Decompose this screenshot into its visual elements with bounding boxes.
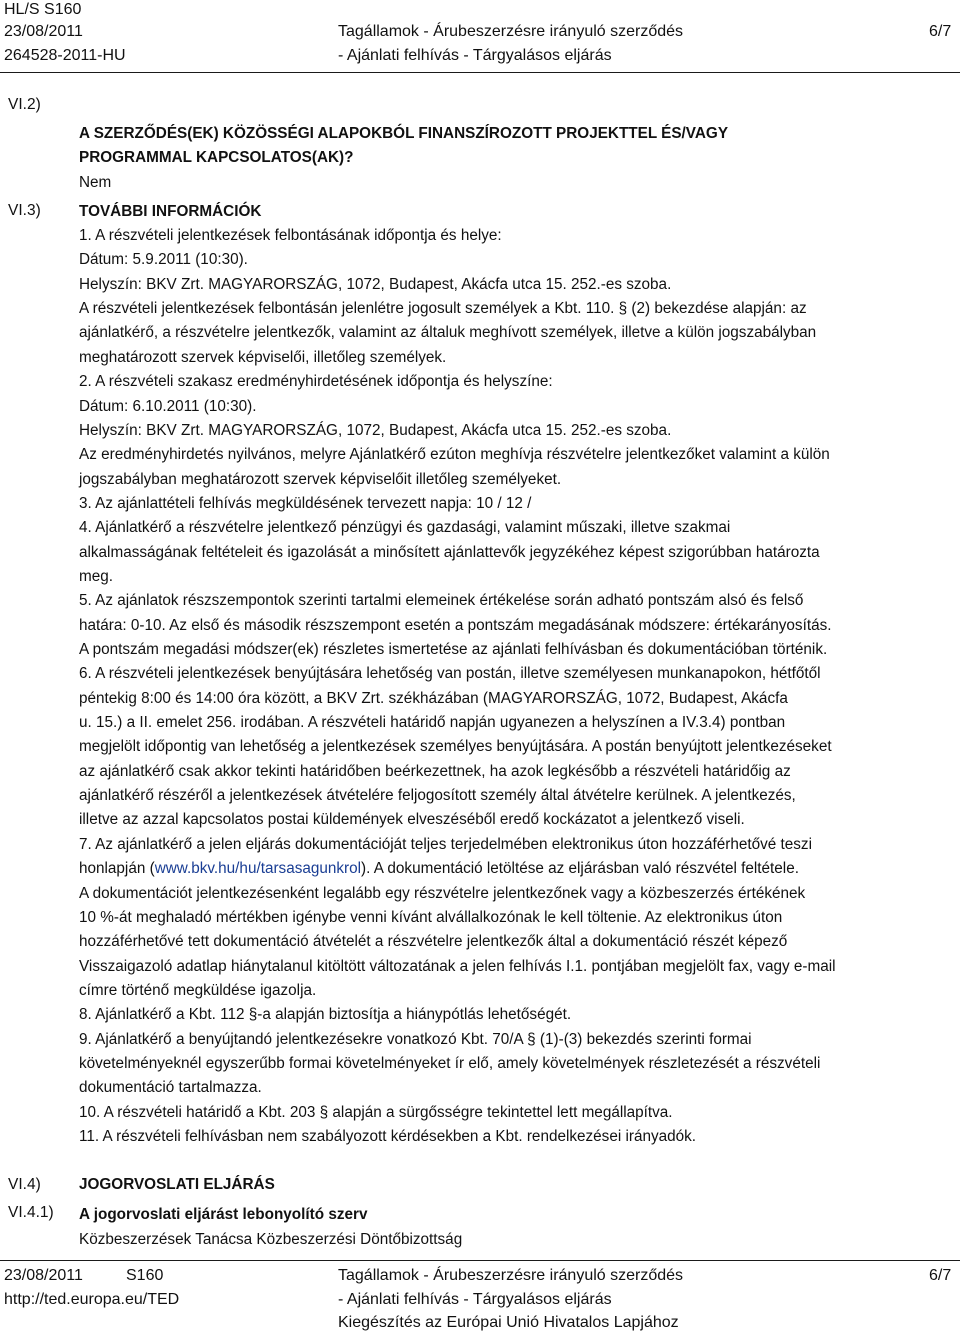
body-line: A részvételi jelentkezések felbontásán jelenlétre jogosult személyek a Kbt. 110. § (2) bekezdése alapján: az <box>79 300 807 318</box>
body-line: 8. Ajánlatkérő a Kbt. 112 §-a alapján biztosítja a hiánypótlás lehetőségét. <box>79 1006 572 1024</box>
body-line-with-link <box>79 859 799 879</box>
doc-code: HL/S S160 <box>4 1 82 18</box>
review-body-name: Közbeszerzések Tanácsa Közbeszerzési Döntőbizottság <box>79 1231 463 1248</box>
documentation-link[interactable]: www.bkv.hu/hu/tarsasagunkrol <box>154 860 362 878</box>
body-line: 9. Ajánlatkérő a benyújtandó jelentkezésekre vonatkozó Kbt. 70/A § (1)-(3) bekezdés szerinti formai <box>79 1030 752 1048</box>
footer-date: 23/08/2011 <box>4 1267 83 1284</box>
body-line: 6. A részvételi jelentkezések benyújtására lehetőség van postán, illetve személyesen munkanapokon, hétfőtől <box>79 665 821 683</box>
section-title-vi2-line2: PROGRAMMAL KAPCSOLATOS(AK)? <box>79 149 354 166</box>
section-title-vi3: TOVÁBBI INFORMÁCIÓK <box>79 203 262 220</box>
body-line: A pontszám megadási módszer(ek) részletes ismertetése az ajánlati felhívásban és dokumentációban történik. <box>79 641 828 658</box>
header-title-line1: Tagállamok - Árubeszerzésre irányuló szerződés <box>338 23 684 40</box>
section-label-vi4: VI.4) <box>8 1176 41 1193</box>
body-line: péntekig 8:00 és 14:00 óra között, a BKV Zrt. székházában (MAGYARORSZÁG, 1072, Budapest, Akácfa <box>79 689 788 707</box>
footer-series: S160 <box>126 1267 164 1284</box>
section-label-vi3: VI.3) <box>8 202 41 219</box>
body-line: címre történő megküldése igazolja. <box>79 981 317 999</box>
body-line: követelményeknél egyszerűbb formai követelményeket ír elő, amely követelmények részletezését a részvételi <box>79 1054 821 1072</box>
body-line: 5. Az ajánlatok részszempontok szerinti tartalmi elemeinek értékelése során adható pontszám alsó és felső <box>79 592 804 610</box>
body-line: Az eredményhirdetés nyilvános, melyre Ajánlatkérő ezúton meghívja részvételre jelentkezőket valamint a külön <box>79 446 830 464</box>
body-line: illetve az azzal kapcsolatos postai küldemények elveszéséből eredő kockázatot a jelentkező viseli. <box>79 811 745 829</box>
header-page-number: 6/7 <box>929 23 952 40</box>
footer-title-line1: Tagállamok - Árubeszerzésre irányuló szerződés <box>338 1267 684 1284</box>
header-rule <box>0 72 960 73</box>
body-line: megjelölt időpontig van lehetőség a jelentkezések személyes benyújtására. A postán benyújtott jelentkezéseket <box>79 738 832 756</box>
footer-page-number: 6/7 <box>929 1267 952 1284</box>
footer-url[interactable]: http://ted.europa.eu/TED <box>4 1291 180 1308</box>
body-line: Helyszín: BKV Zrt. MAGYARORSZÁG, 1072, Budapest, Akácfa utca 15. 252.-es szoba. <box>79 275 672 293</box>
body-line: az ajánlatkérő csak akkor tekinti határidőben beérkezettnek, ha azok legkésőbb a részvételi határidőig az <box>79 762 791 780</box>
link-prefix-text: honlapján ( <box>79 860 155 878</box>
body-line: 7. Az ajánlatkérő a jelen eljárás dokumentációját teljes terjedelmében elektronikus úton hozzáférhetővé teszi <box>79 835 812 853</box>
body-line: 10 %-át meghaladó mértékben igénybe venni kívánt alvállalkozónak le kell töltenie. Az elektronikus úton <box>79 908 783 926</box>
body-line: ajánlatkérő, a részvételre jelentkezők, valamint az általuk meghívott személyek, illetve a külön jogszabályban <box>79 324 817 342</box>
body-line: 1. A részvételi jelentkezések felbontásának időpontja és helye: <box>79 227 502 244</box>
header-date: 23/08/2011 <box>4 23 83 40</box>
body-line: hozzáférhetővé tett dokumentáció átvételét a részvételre jelentkezők által a dokumentáció részét képező <box>79 933 788 951</box>
body-line: 10. A részvételi határidő a Kbt. 203 § alapján a sürgősségre tekintettel lett megállapítva. <box>79 1103 673 1121</box>
body-line: u. 15.) a II. emelet 256. irodában. A részvételi határidő napján ugyanezen a helyszínen a IV.3.4) pontban <box>79 714 786 731</box>
body-line: 2. A részvételi szakasz eredményhirdetésének időpontja és helyszíne: <box>79 373 553 391</box>
body-line: 3. Az ajánlattételi felhívás megküldésének tervezett napja: 10 / 12 / <box>79 494 532 512</box>
body-line: A dokumentációt jelentkezésenként legalább egy részvételre jelentkezőnek vagy a közbeszerzés értékének <box>79 884 806 902</box>
notice-number: 264528-2011-HU <box>4 47 126 64</box>
body-line: meg. <box>79 567 114 585</box>
footer-rule <box>0 1260 960 1261</box>
body-line: Dátum: 5.9.2011 (10:30). <box>79 251 248 269</box>
section-title-vi4: JOGORVOSLATI ELJÁRÁS <box>79 1176 275 1193</box>
body-line: meghatározott szervek képviselői, illetőleg személyek. <box>79 348 447 366</box>
footer-title-line2: - Ajánlati felhívás - Tárgyalásos eljárás <box>338 1291 612 1308</box>
body-line: ajánlatkérő részéről a jelentkezések átvételére feljogosított személy által átvételre kerülnek. A jelentkezés, <box>79 787 796 805</box>
body-line: 4. Ajánlatkérő a részvételre jelentkező pénzügyi és gazdasági, valamint műszaki, illetve szakmai <box>79 519 731 537</box>
link-suffix-text: ). A dokumentáció letöltése az eljárásban való részvétel feltétele. <box>361 860 799 878</box>
body-line: alkalmasságának feltételeit és igazolását a minősített ajánlattevők jegyzékéhez képest szigorúbban határozta <box>79 543 820 561</box>
section-label-vi41: VI.4.1) <box>8 1204 54 1221</box>
section-title-vi41: A jogorvoslati eljárást lebonyolító szerv <box>79 1206 368 1223</box>
body-line: Helyszín: BKV Zrt. MAGYARORSZÁG, 1072, Budapest, Akácfa utca 15. 252.-es szoba. <box>79 421 672 439</box>
section-label-vi2: VI.2) <box>8 96 41 113</box>
header-title-line2: - Ajánlati felhívás - Tárgyalásos eljárás <box>338 47 612 64</box>
body-line: Visszaigazoló adatlap hiánytalanul kitöltött változatának a jelen felhívás I.1. pontjában megjelölt fax, vagy e-mail <box>79 957 836 975</box>
body-line: dokumentáció tartalmazza. <box>79 1079 262 1097</box>
body-line: jogszabályban meghatározott szervek képviselőit illetőleg személyeket. <box>79 470 562 488</box>
body-line: Dátum: 6.10.2011 (10:30). <box>79 397 257 415</box>
body-line: 11. A részvételi felhívásban nem szabályozott kérdésekben a Kbt. rendelkezései irányadók. <box>79 1128 697 1145</box>
body-line: határa: 0-10. Az első és második részszempont esetén a pontszám megadásának módszere: értékarányosítás. <box>79 616 832 634</box>
section-answer-vi2: Nem <box>79 174 112 191</box>
footer-title-line3: Kiegészítés az Európai Unió Hivatalos Lapjához <box>338 1314 679 1331</box>
section-title-vi2-line1: A SZERZŐDÉS(EK) KÖZÖSSÉGI ALAPOKBÓL FINANSZÍROZOTT PROJEKTTEL ÉS/VAGY <box>79 125 729 142</box>
